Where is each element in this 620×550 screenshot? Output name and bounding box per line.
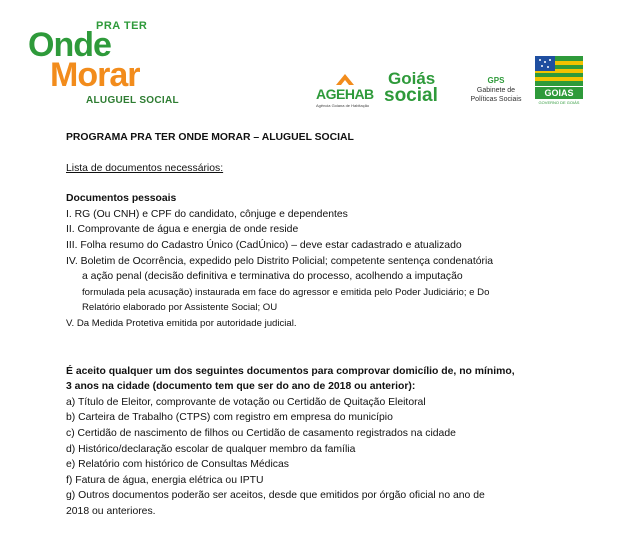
domicile-item-d: d) Histórico/declaração escolar de qualquer membro da família	[66, 443, 356, 455]
house-roof-icon	[336, 74, 354, 85]
logo-prefix: PRA TER	[96, 20, 148, 32]
gps-line2: Gabinete de	[476, 87, 516, 94]
goias-subtitle: GOVERNO DE GOIÁS	[538, 100, 580, 105]
domicile-item-g-line1: g) Outros documentos poderão ser aceitos, desde que emitidos por órgão oficial no ano de	[66, 490, 485, 502]
domicile-item-c: c) Certidão de nascimento de filhos ou Certidão de casamento registrados na cidade	[66, 427, 456, 439]
personal-documents-heading: Documentos pessoais	[66, 193, 177, 205]
domicile-item-a: a) Título de Eleitor, comprovante de votação ou Certidão de Quitação Eleitoral	[66, 396, 426, 408]
personal-item-1: I. RG (Ou CNH) e CPF do candidato, cônjuge e dependentes	[66, 208, 348, 220]
domicile-item-b: b) Carteira de Trabalho (CTPS) com registro em empresa do município	[66, 412, 393, 424]
personal-item-2: II. Comprovante de água e energia de onde reside	[66, 224, 299, 236]
pra-ter-onde-morar-logo	[28, 20, 188, 110]
logo-word-onde: Onde	[28, 26, 111, 64]
goias-government-logo	[535, 56, 583, 110]
agehab-name: AGEHAB	[316, 86, 374, 102]
personal-item-4-line4: Relatório elaborado por Assistente Social; OU	[82, 302, 278, 314]
logo-word-morar: Morar	[50, 56, 140, 94]
goias-social-logo	[380, 70, 452, 110]
document-list-heading: Lista de documentos necessários:	[66, 162, 224, 174]
agehab-subtitle: Agência Goiana de Habitação	[316, 103, 370, 108]
agehab-logo	[316, 74, 374, 110]
domicile-heading-line1: É aceito qualquer um dos seguintes documentos para comprovar domicílio de, no mínimo,	[66, 365, 515, 377]
document-title: PROGRAMA PRA TER ONDE MORAR – ALUGUEL SOCIAL	[66, 132, 354, 143]
logo-subtitle: ALUGUEL SOCIAL	[86, 95, 179, 106]
header	[0, 0, 620, 120]
gps-acronym: GPS	[487, 76, 505, 85]
personal-item-3: III. Folha resumo do Cadastro Único (CadÚnico) – deve estar cadastrado e atualizado	[66, 239, 462, 251]
goias-flag-icon	[535, 56, 583, 86]
personal-item-4-line2: a ação penal (decisão definitiva e terminativa do processo, acolhendo a imputação	[82, 271, 463, 283]
domicile-heading-line2: 3 anos na cidade (documento tem que ser do ano de 2018 ou anterior):	[66, 381, 416, 393]
personal-item-4-line3: formulada pela acusação) instaurada em face do agressor e emitida pelo Poder Judiciário; e Do	[82, 286, 490, 298]
personal-item-4-line1: IV. Boletim de Ocorrência, expedido pelo Distrito Policial; competente sentença condenatória	[66, 255, 494, 267]
goias-name: GOIAS	[535, 87, 583, 99]
document-body	[66, 130, 586, 519]
goias-social-line2: social	[384, 85, 438, 106]
gps-logo	[466, 76, 526, 110]
personal-item-5: V. Da Medida Protetiva emitida por autoridade judicial.	[66, 317, 297, 329]
domicile-item-e: e) Relatório com histórico de Consultas Médicas	[66, 459, 289, 471]
domicile-item-f: f) Fatura de água, energia elétrica ou IPTU	[66, 474, 264, 486]
goias-social-line1: Goiás	[388, 69, 436, 88]
domicile-item-g-line2: 2018 ou anteriores.	[66, 505, 156, 517]
gps-line3: Políticas Sociais	[470, 96, 522, 103]
